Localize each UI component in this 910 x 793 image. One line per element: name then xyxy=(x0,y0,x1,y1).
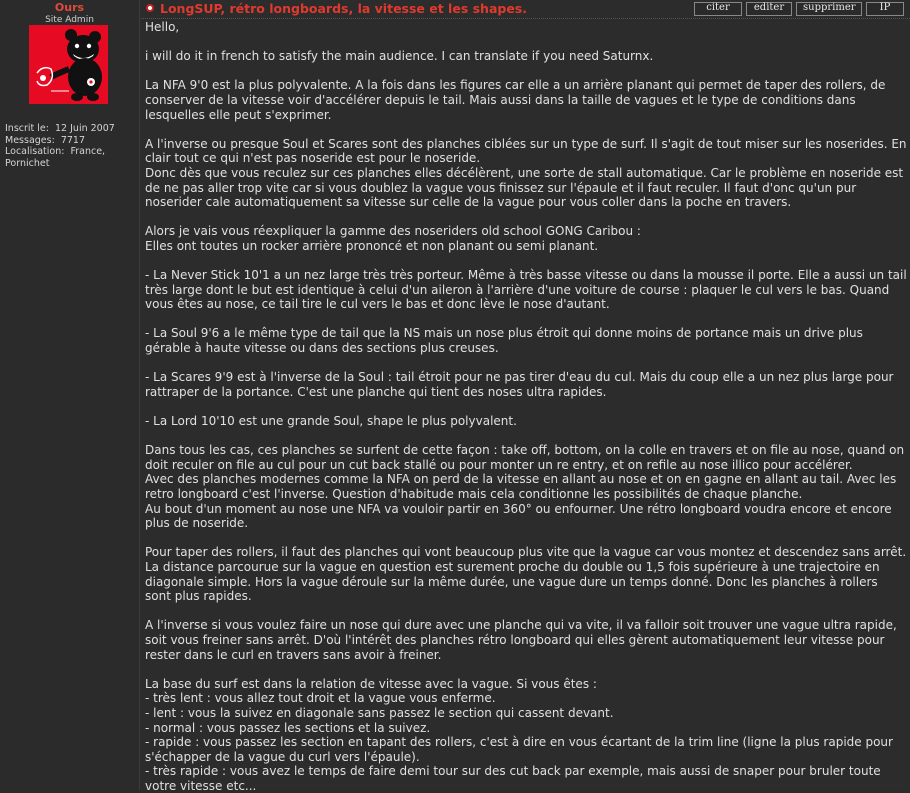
paragraph-gap xyxy=(145,312,907,327)
author-panel xyxy=(0,0,140,790)
post-paragraph-line: - La Lord 10'10 est une grande Soul, shape le plus polyvalent. xyxy=(145,414,517,429)
post-paragraph-line: Avec des planches modernes comme la NFA on perd de la vitesse en allant au nose et on en gagne en allant au tail. Avec les retro longboard c'est l'inverse. Question d'habitude mais cela conditionne les possibilités de chaque planche. xyxy=(145,472,897,501)
post-actions xyxy=(690,2,904,16)
post-paragraph-line: Elles ont toutes un rocker arrière prononcé et non planant ou semi planant. xyxy=(145,238,599,253)
paragraph-gap xyxy=(145,35,907,50)
post-paragraph-line: - La Never Stick 10'1 a un nez large très très porteur. Même à très basse vitesse ou dans la mousse il porte. Elle a aussi un tail très large dont le but est identique à celui d'un aileron à l'arrière d'une voiture de course : plaquer le cul vers le bas. Quand vous êtes au nose, ce tail tire le cul vers le bas et donc lève le nose d'autant. xyxy=(145,268,907,312)
post-paragraph-line: i will do it in french to satisfy the main audience. I can translate if you need Saturnx. xyxy=(145,49,654,64)
post-header xyxy=(141,0,910,19)
post-paragraph-line: - La Scares 9'9 est à l'inverse de la Soul : tail étroit pour ne pas tirer d'eau du cul. Mais du coup elle a un nez plus large pour rattraper de la portance. C'est une planche qui tient des noses ultra rapides. xyxy=(145,370,894,399)
post-paragraph-line: Dans tous les cas, ces planches se surfent de cette façon : take off, bottom, on la colle en travers et on file au nose, quand on doit reculer on file au cul pour un cut back stallé ou pour monter un re entry, et on refile au nose illico pour accélérer. xyxy=(145,443,905,472)
post-panel xyxy=(141,0,910,793)
delete-button[interactable]: supprimer xyxy=(796,2,862,16)
paragraph-gap xyxy=(145,429,907,444)
paragraph-gap xyxy=(145,399,907,414)
quote-button[interactable]: citer xyxy=(694,2,742,16)
post-paragraph-line: A l'inverse ou presque Soul et Scares sont des planches ciblées sur un type de surf. Il s'agit de tout miser sur les noserides. En clair tout ce qui n'est pas noseride est pour le noseride. xyxy=(145,136,907,166)
post-paragraph-line: - lent : vous la suivez en diagonale sans passez le section qui cassent devant. xyxy=(145,705,614,720)
paragraph-gap xyxy=(145,662,907,677)
post-paragraph-line: Donc dès que vous reculez sur ces planches elles décélèrent, une sorte de stall automatique. Car le problème en noseride est de ne pas aller trop vite car si vous doublez la vague vous finissez sur l'épaule et il faut reculer. Il faut d'onc qu'un pur noserider cale automatiquement sa vitesse sur celle de la vague pour vous coller dans la poche en travers. xyxy=(145,165,904,210)
post-paragraph-line: A l'inverse si vous voulez faire un nose qui dure avec une planche qui va vite, il va falloir soit trouver une vague ultra rapide, soit vous freiner sans arrêt. D'où l'intérêt des planches rétro longboard qui elles gèrent automatiquement leur vitesse pour rester dans le curl en travers sans avoir à freiner. xyxy=(145,618,897,662)
post-paragraph-line: - très lent : vous allez tout droit et la vague vous enferme. xyxy=(145,691,496,706)
profile-messages: Messages: 7717 xyxy=(5,134,86,146)
bear-avatar-icon xyxy=(29,25,108,104)
paragraph-gap xyxy=(145,356,907,371)
profile-location: Localisation: France, xyxy=(5,146,106,157)
post-paragraph-line: - rapide : vous passez les section en tapant des rollers, c'est à dire en vous écartant de la trim line (ligne la plus rapide pour s'échapper de la vague du curl vers l'épaule). xyxy=(145,735,893,764)
profile-joined: Inscrit le: 12 Juin 2007 xyxy=(5,123,115,134)
post-paragraph-line: Alors je vais vous réexpliquer la gamme des noseriders old school GONG Caribou : xyxy=(145,224,641,239)
post-paragraph-line: - normal : vous passez les sections et la suivez. xyxy=(145,720,431,735)
author-avatar xyxy=(29,25,108,104)
post-paragraph-line: Au bout d'un moment au nose une NFA va vouloir partir en 360° ou enfourner. Une rétro longboard voudra encore et encore plus de noseride. xyxy=(145,501,892,531)
post-paragraph-line: Hello, xyxy=(145,20,180,34)
paragraph-gap xyxy=(145,254,907,269)
paragraph-gap xyxy=(145,531,907,546)
post-paragraph-line: Pour taper des rollers, il faut des planches qui vont beaucoup plus vite que la vague car vous montez et descendez sans arrêt. La distance parcourue sur la vague en question est surement proche du double ou 1,5 fois supérieure à une trajectoire en diagonale simple. Hors la vague déroule sur la même durée, une vague dure un temps donné. Donc les planches à rollers sont plus rapides. xyxy=(145,545,907,604)
post-paragraph-line: - très rapide : vous avez le temps de faire demi tour sur des cut back par exemple, mais aussi de snaper pour bruler toute votre vitesse etc... xyxy=(145,764,881,793)
post-bullet-icon xyxy=(146,4,154,12)
paragraph-gap xyxy=(145,210,907,225)
author-username[interactable]: Ours xyxy=(54,1,85,14)
paragraph-gap xyxy=(145,122,907,137)
author-rank: Site Admin xyxy=(45,15,94,25)
post-title: LongSUP, rétro longboards, la vitesse et les shapes. xyxy=(160,1,527,16)
author-profile xyxy=(5,123,115,169)
post-paragraph-line: - La Soul 9'6 a le même type de tail que la NS mais un nose plus étroit qui donne moins de portance mais un drive plus gérable à haute vitesse ou dans des sections plus creuses. xyxy=(145,326,863,356)
ip-button[interactable]: IP xyxy=(866,2,904,16)
profile-location-city: Pornichet xyxy=(5,157,50,169)
paragraph-gap xyxy=(145,64,907,79)
edit-button[interactable]: editer xyxy=(746,2,792,16)
post-paragraph-line: La base du surf est dans la relation de vitesse avec la vague. Si vous êtes : xyxy=(145,676,597,691)
post-body xyxy=(145,20,907,793)
paragraph-gap xyxy=(145,604,907,619)
post-paragraph-line: La NFA 9'0 est la plus polyvalente. A la fois dans les figures car elle a un arrière planant qui permet de taper des rollers, de conserver de la vitesse voir d'accélérer depuis le tail. Mais aussi dans la taille de vagues et le type de conditions dans lesquelles elle peut s'exprimer. xyxy=(145,78,886,122)
